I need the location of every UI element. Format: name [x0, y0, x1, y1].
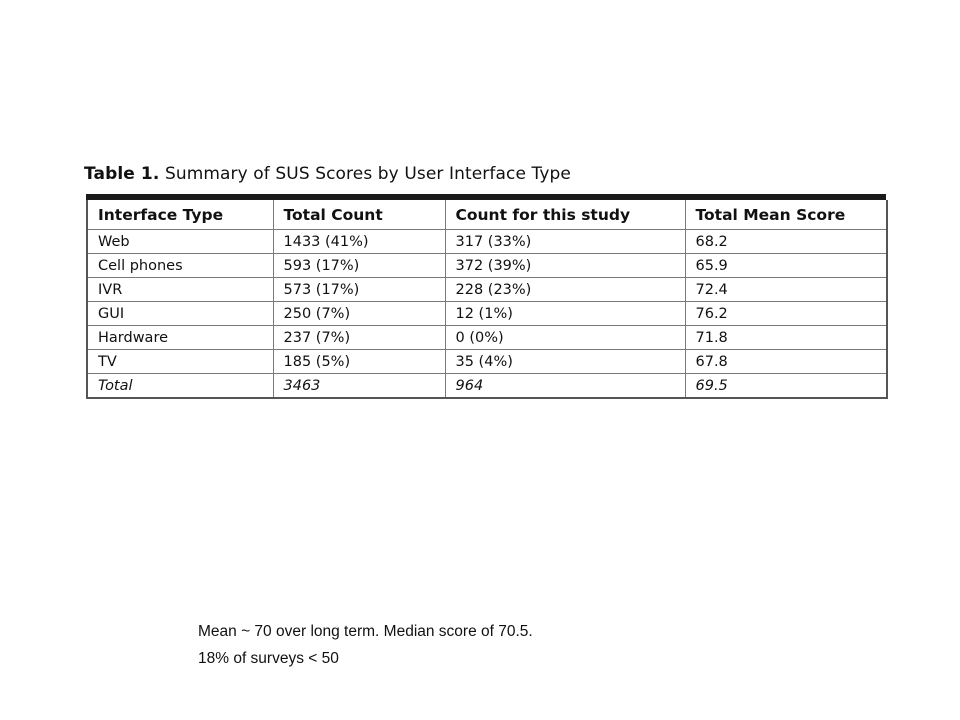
cell-total-mean-score: 68.2: [685, 230, 887, 254]
total-count-this-study: 964: [445, 374, 685, 399]
cell-interface-type: TV: [87, 350, 273, 374]
cell-total-count: 237 (7%): [273, 326, 445, 350]
table-row: [87, 302, 887, 326]
cell-interface-type: GUI: [87, 302, 273, 326]
cell-total-count: 573 (17%): [273, 278, 445, 302]
table-row: [87, 350, 887, 374]
cell-interface-type: Hardware: [87, 326, 273, 350]
cell-total-count: 185 (5%): [273, 350, 445, 374]
table-row: [87, 278, 887, 302]
header-count-this-study: Count for this study: [445, 200, 685, 230]
cell-interface-type: IVR: [87, 278, 273, 302]
slide-notes: [198, 618, 533, 672]
table-caption: [84, 164, 571, 184]
total-count: 3463: [273, 374, 445, 399]
sus-table-container: [86, 194, 886, 399]
cell-total-mean-score: 71.8: [685, 326, 887, 350]
cell-count-this-study: 0 (0%): [445, 326, 685, 350]
table-row: [87, 326, 887, 350]
table-header-row: [87, 200, 887, 230]
cell-total-count: 250 (7%): [273, 302, 445, 326]
cell-total-mean-score: 76.2: [685, 302, 887, 326]
total-mean-score: 69.5: [685, 374, 887, 399]
table-row: [87, 254, 887, 278]
cell-total-mean-score: 65.9: [685, 254, 887, 278]
cell-count-this-study: 228 (23%): [445, 278, 685, 302]
cell-total-mean-score: 67.8: [685, 350, 887, 374]
cell-interface-type: Web: [87, 230, 273, 254]
cell-count-this-study: 372 (39%): [445, 254, 685, 278]
caption-label: Table 1.: [84, 164, 160, 184]
caption-text: Summary of SUS Scores by User Interface Type: [164, 164, 571, 184]
table-row: [87, 230, 887, 254]
cell-count-this-study: 35 (4%): [445, 350, 685, 374]
cell-count-this-study: 317 (33%): [445, 230, 685, 254]
cell-total-mean-score: 72.4: [685, 278, 887, 302]
table-total-row: [87, 374, 887, 399]
header-total-count: Total Count: [273, 200, 445, 230]
sus-scores-table: [86, 200, 888, 399]
total-label: Total: [87, 374, 273, 399]
cell-interface-type: Cell phones: [87, 254, 273, 278]
header-interface-type: Interface Type: [87, 200, 273, 230]
note-surveys-below-50: 18% of surveys < 50: [198, 650, 339, 667]
cell-total-count: 593 (17%): [273, 254, 445, 278]
header-total-mean-score: Total Mean Score: [685, 200, 887, 230]
note-mean-median: Mean ~ 70 over long term. Median score of 70.5.: [198, 623, 533, 640]
cell-count-this-study: 12 (1%): [445, 302, 685, 326]
cell-total-count: 1433 (41%): [273, 230, 445, 254]
